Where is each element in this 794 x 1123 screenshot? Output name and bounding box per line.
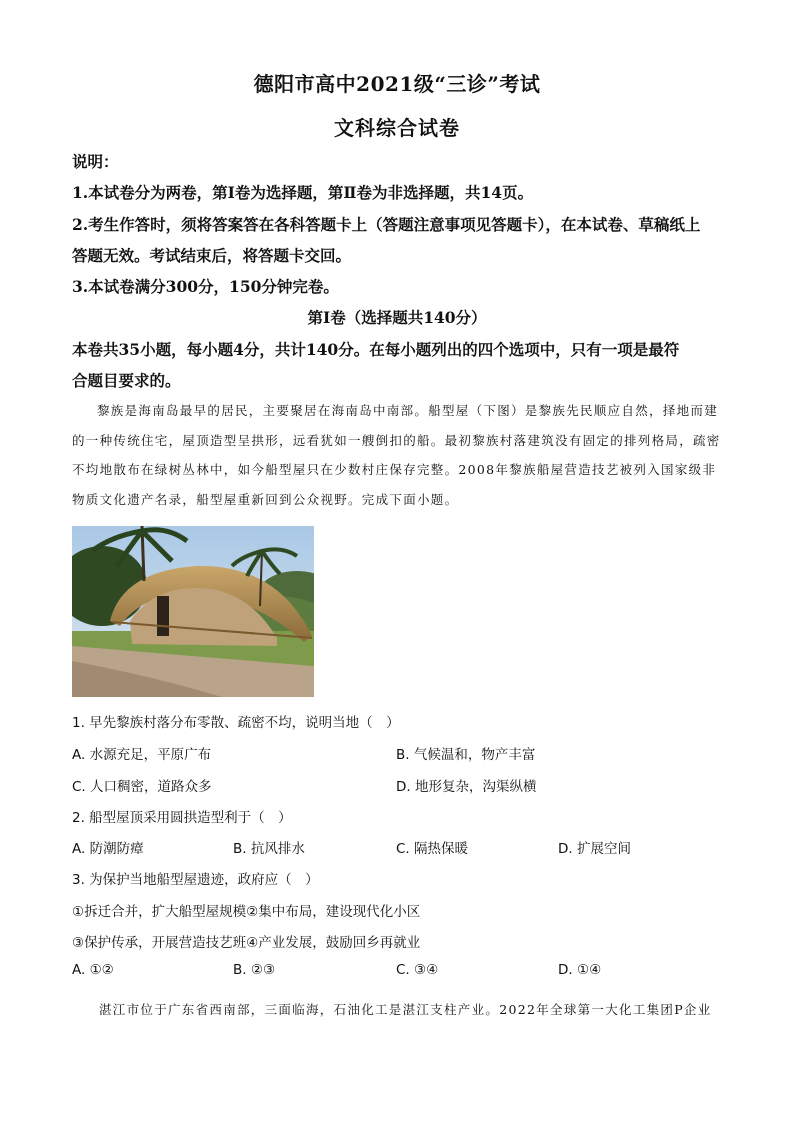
instruction-item-2-line-1: 2.考生作答时，须将答案答在各科答题卡上（答题注意事项见答题卡），在本试卷、草稿纸上	[72, 215, 701, 234]
question-2-option-a: A. 防潮防瘴	[72, 841, 144, 857]
reading-passage: 黎族是海南岛最早的居民，主要聚居在海南岛中南部。船型屋（下图）是黎族先民顺应自然，择地而建的一种传统住宅，屋顶造型呈拱形，远看犹如一艘倒扣的船。最初黎族村落建筑没有固定的排列格局，疏密不均地散布在绿树丛林中，如今船型屋只在少数村庄保存完整。2008年黎族船屋营造技艺被列入国家级非物质文化遗产名录，船型屋重新回到公众视野。完成下面小题。	[72, 403, 721, 507]
reading-passage-2: 湛江市位于广东省西南部，三面临海，石油化工是湛江支柱产业。2022年全球第一大化工集团P企业	[99, 1002, 712, 1017]
section-heading: 第Ⅰ卷（选择题共140分）	[307, 308, 487, 327]
question-1-option-a: A. 水源充足，平原广布	[72, 747, 212, 763]
question-3-choices-line-2: ③保护传承，开展营造技艺班④产业发展，鼓励回乡再就业	[72, 935, 421, 951]
exam-subtitle: 文科综合试卷	[334, 116, 460, 140]
exam-title: 德阳市高中2021级“三诊”考试	[253, 72, 541, 96]
section-intro-line-1: 本卷共35小题，每小题4分，共计140分。在每小题列出的四个选项中，只有一项是最符	[72, 340, 680, 359]
question-2-option-c: C. 隔热保暖	[396, 841, 469, 857]
question-3-choices-line-1: ①拆迁合并，扩大船型屋规模②集中布局，建设现代化小区	[72, 904, 421, 920]
question-3-option-c: C. ③④	[396, 962, 439, 978]
question-3-option-d: D. ①④	[558, 962, 602, 978]
question-3-stem: 3. 为保护当地船型屋遗迹，政府应（ ）	[72, 872, 319, 888]
instructions-heading: 说明：	[72, 152, 119, 171]
question-3-option-a: A. ①②	[72, 962, 114, 978]
boat-house-photo	[72, 526, 314, 697]
question-2-option-b: B. 抗风排水	[233, 841, 305, 857]
boat-house-image-icon	[72, 526, 314, 697]
section-intro-line-2: 合题目要求的。	[72, 371, 181, 390]
question-1-option-b: B. 气候温和，物产丰富	[396, 747, 536, 763]
instruction-item-2-line-2: 答题无效。考试结束后，将答题卡交回。	[72, 246, 352, 265]
question-1-option-d: D. 地形复杂，沟渠纵横	[396, 779, 537, 795]
question-1-option-c: C. 人口稠密，道路众多	[72, 779, 212, 795]
question-3-option-b: B. ②③	[233, 962, 276, 978]
question-1-stem: 1. 早先黎族村落分布零散、疏密不均，说明当地（ ）	[72, 715, 400, 731]
instruction-item-3: 3.本试卷满分300分，150分钟完卷。	[72, 277, 339, 296]
question-2-option-d: D. 扩展空间	[558, 841, 631, 857]
question-2-stem: 2. 船型屋顶采用圆拱造型利于（ ）	[72, 810, 292, 826]
instruction-item-1: 1.本试卷分为两卷，第Ⅰ卷为选择题，第Ⅱ卷为非选择题，共14页。	[72, 183, 534, 202]
